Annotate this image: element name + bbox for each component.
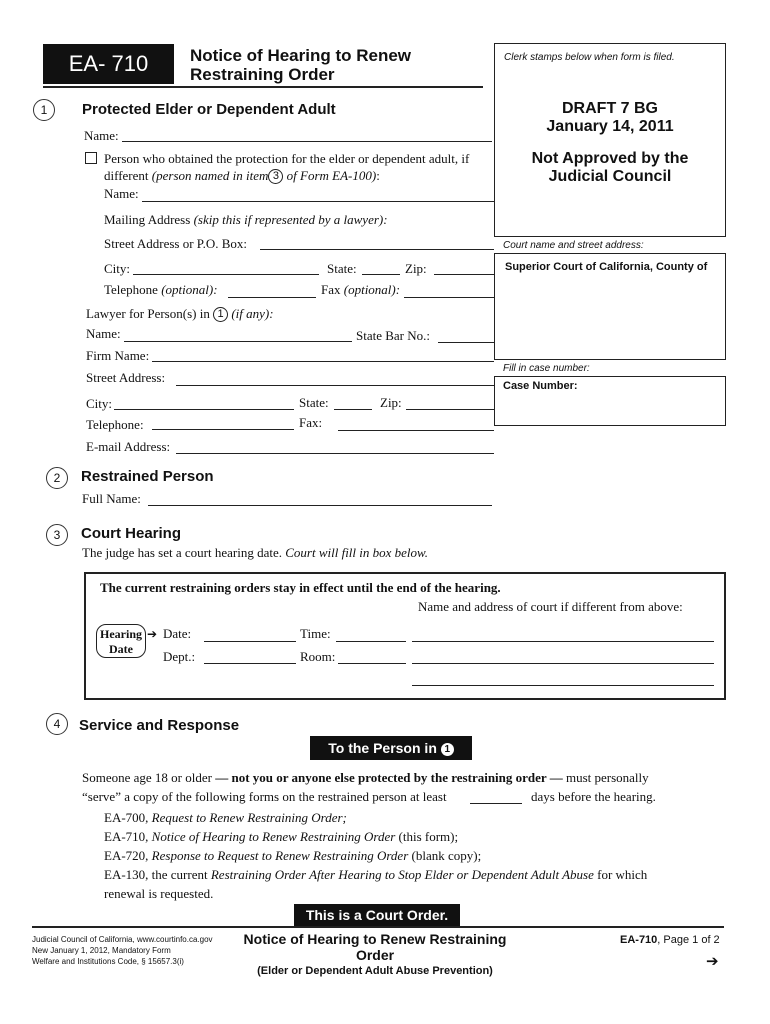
court-addr-line3[interactable] — [412, 672, 714, 686]
form-id: EA- 710 — [68, 51, 149, 76]
section-4-title: Service and Response — [79, 717, 240, 734]
s1-lstreet-field[interactable] — [176, 372, 494, 386]
section-2-title: Restrained Person — [81, 468, 214, 485]
header-rule — [43, 86, 483, 88]
s1-lphone-label: Telephone: — [86, 417, 144, 432]
list-item: EA-710, Notice of Hearing to Renew Restraining Order (this form); — [104, 829, 459, 844]
s1-zip-label: Zip: — [405, 261, 427, 276]
case-number-box[interactable] — [494, 376, 726, 426]
list-item-tail: renewal is requested. — [104, 886, 214, 901]
item-1-ref: 1 — [213, 307, 228, 322]
s1-lphone-field[interactable] — [152, 416, 294, 430]
court-order-banner: This is a Court Order. — [294, 904, 460, 926]
section-1-number: 1 — [33, 99, 55, 121]
hearing-box — [84, 572, 726, 700]
s1-phone-label: Telephone (optional): — [104, 282, 218, 297]
s1-email-label: E-mail Address: — [86, 439, 171, 454]
section-3-title: Court Hearing — [81, 525, 182, 542]
form-id-badge — [43, 44, 174, 84]
s1-state-field[interactable] — [362, 261, 400, 275]
list-item: EA-700, Request to Renew Restraining Order; — [104, 810, 347, 825]
list-item: EA-130, the current Restraining Order After Hearing to Stop Elder or Dependent Adult Abuse for which — [104, 867, 648, 882]
s1-lstate-label: State: — [299, 395, 329, 410]
s1-fax-label: Fax (optional): — [321, 282, 401, 297]
s2-full-name-field[interactable] — [148, 492, 492, 506]
clerk-stamp-box — [494, 43, 726, 237]
hearing-arrow-icon: ➔ — [147, 627, 158, 641]
next-page-arrow-icon[interactable]: ➔ — [706, 954, 719, 970]
section-1-title: Protected Elder or Dependent Adult — [82, 101, 336, 118]
case-number-label: Case Number: — [503, 380, 578, 392]
s1-lzip-label: Zip: — [380, 395, 402, 410]
room-label: Room: — [300, 649, 336, 664]
dept-label: Dept.: — [163, 649, 196, 664]
draft-stamp: DRAFT 7 BG January 14, 2011 Not Approved by the Judicial Council — [531, 100, 689, 185]
court-addr-line2[interactable] — [412, 650, 714, 664]
court-addr-label: Name and address of court if different from above: — [418, 599, 683, 614]
section-4-number: 4 — [46, 713, 68, 735]
s1-bar-label: State Bar No.: — [356, 328, 431, 343]
days-before-field[interactable] — [470, 790, 522, 804]
s1-fax-field[interactable] — [404, 284, 494, 298]
s1-bar-field[interactable] — [438, 329, 494, 343]
list-item: EA-720, Response to Request to Renew Restraining Order (blank copy); — [104, 848, 482, 863]
time-label: Time: — [300, 626, 331, 641]
s1-lcity-label: City: — [86, 396, 113, 411]
court-name-box[interactable] — [494, 253, 726, 360]
court-name-value: Superior Court of California, County of — [505, 261, 708, 273]
s1-lfax-label: Fax: — [299, 415, 323, 430]
s1-lcity-field[interactable] — [114, 396, 294, 410]
footer-center: Notice of Hearing to Renew Restraining Order (Elder or Dependent Adult Abuse Prevention) — [243, 931, 507, 977]
s1-city-label: City: — [104, 261, 131, 276]
section-2-number: 2 — [46, 467, 68, 489]
date-label: Date: — [163, 626, 192, 641]
footer-left: Judicial Council of California, www.courtinfo.ca.gov New January 1, 2012, Mandatory Form Welfare and Institutions Code, § 15657.3(i) — [32, 935, 213, 966]
s1-lfax-field[interactable] — [338, 417, 494, 431]
s1-zip-field[interactable] — [434, 261, 494, 275]
s4-para-line2: “serve” a copy of the following forms on the restrained person at least — [82, 789, 447, 804]
footer-page: EA-710, Page 1 of 2 — [620, 934, 720, 946]
to-person-banner: To the Person in 1 — [310, 736, 472, 760]
s4-forms-list — [104, 808, 647, 903]
s1-lawyer-label: Lawyer for Person(s) in 1 (if any): — [86, 306, 274, 321]
s1-lawyer-name-field[interactable] — [124, 328, 352, 342]
clerk-note: Clerk stamps below when form is filed. — [504, 52, 675, 63]
s1-email-field[interactable] — [176, 440, 494, 454]
case-fill-label: Fill in case number: — [503, 363, 590, 374]
s1-state-label: State: — [327, 261, 357, 276]
footer-rule — [32, 926, 724, 928]
s1-street-field[interactable] — [260, 236, 494, 250]
hearing-date-field[interactable] — [204, 628, 296, 642]
section-3-number: 3 — [46, 524, 68, 546]
s1-lzip-field[interactable] — [406, 396, 494, 410]
s1-lstreet-label: Street Address: — [86, 370, 166, 385]
form-title: Notice of Hearing to Renew Restraining Order — [190, 46, 412, 84]
s1-firm-field[interactable] — [152, 348, 494, 362]
hearing-time-field[interactable] — [336, 628, 406, 642]
s1-name2-label: Name: — [104, 186, 139, 201]
s1-name-label: Name: — [84, 128, 119, 143]
court-name-label: Court name and street address: — [503, 240, 644, 251]
hearing-dept-field[interactable] — [204, 650, 296, 664]
s1-mailing-label: Mailing Address (skip this if represented by a lawyer): — [104, 212, 388, 227]
s3-intro: The judge has set a court hearing date. Court will fill in box below. — [82, 545, 428, 560]
s1-phone-field[interactable] — [228, 284, 316, 298]
item-3-ref: 3 — [268, 169, 283, 184]
s4-days-suffix: days before the hearing. — [531, 789, 656, 804]
s2-full-name-label: Full Name: — [82, 491, 141, 506]
s1-name2-field[interactable] — [142, 188, 494, 202]
s1-firm-label: Firm Name: — [86, 348, 150, 363]
hearing-date-tag: Hearing Date — [96, 624, 146, 658]
s1-checkbox[interactable] — [85, 152, 97, 164]
s1-lawyer-name-label: Name: — [86, 326, 121, 341]
s1-city-field[interactable] — [133, 261, 319, 275]
s1-street-label: Street Address or P.O. Box: — [104, 236, 247, 251]
s1-lstate-field[interactable] — [334, 396, 372, 410]
hearing-box-heading: The current restraining orders stay in effect until the end of the hearing. — [100, 580, 501, 595]
hearing-room-field[interactable] — [338, 650, 406, 664]
court-addr-line1[interactable] — [412, 628, 714, 642]
s4-para-line1: Someone age 18 or older — not you or anyone else protected by the restraining order — must personally — [82, 770, 649, 785]
s1-name-field[interactable] — [122, 128, 492, 142]
person-1-ref: 1 — [441, 743, 454, 756]
s1-checkbox-text: Person who obtained the protection for the elder or dependent adult, if different (person named in item 3 of Form EA-100): — [104, 151, 470, 183]
